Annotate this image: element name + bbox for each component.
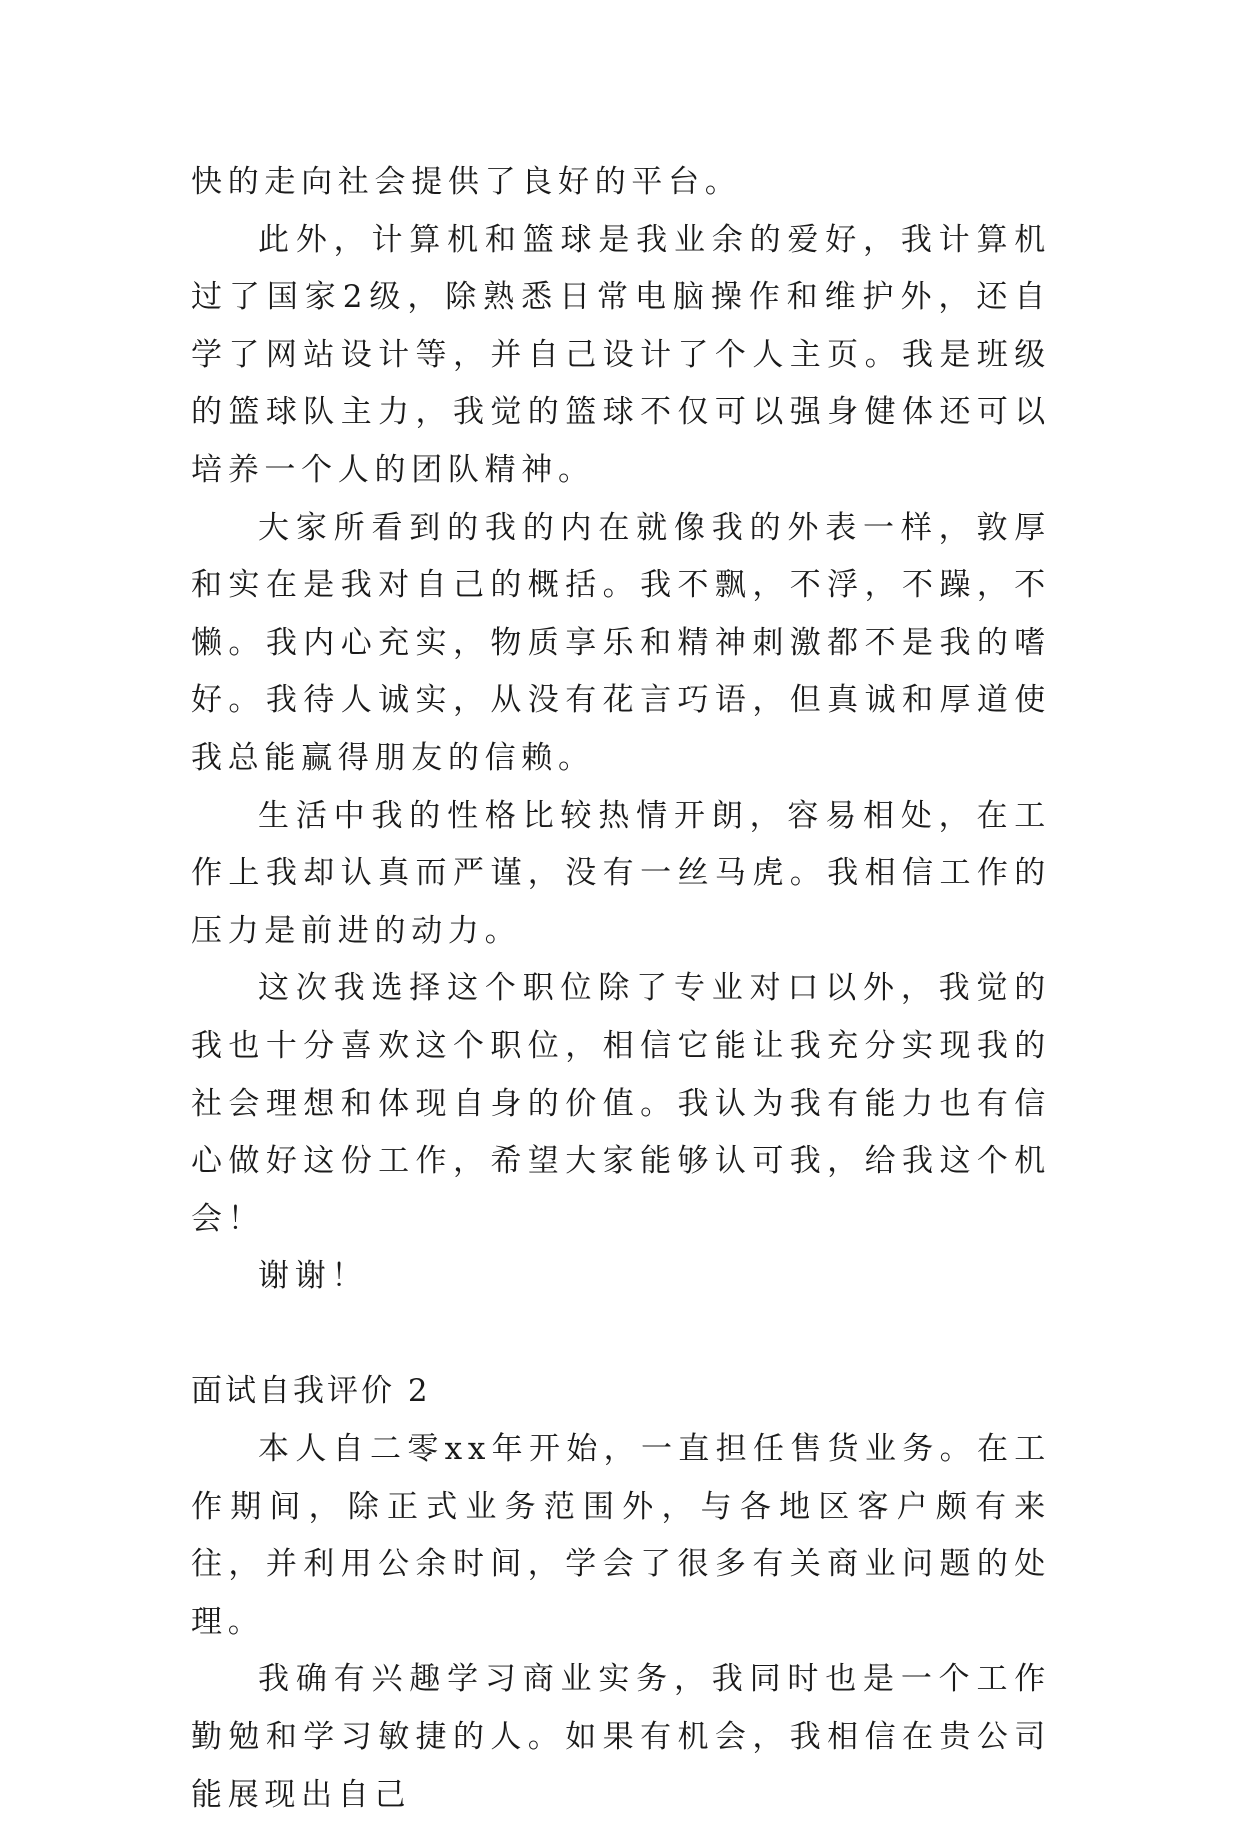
paragraph-interest: 我确有兴趣学习商业实务，我同时也是一个工作勤勉和学习敏捷的人。如果有机会，我相信在贵公司能展现出自己 (191, 1661, 1051, 1813)
document-body (191, 154, 1051, 1824)
paragraph-hobbies: 此外，计算机和篮球是我业余的爱好，我计算机过了国家2级，除熟悉日常电脑操作和维护外，还自学了网站设计等，并自己设计了个人主页。我是班级的篮球队主力，我觉的篮球不仅可以强身健体还可以培养一个人的团队精神。 (191, 221, 1051, 488)
paragraph-personality: 生活中我的性格比较热情开朗，容易相处，在工作上我却认真而严谨，没有一丝马虎。我相信工作的压力是前进的动力。 (191, 797, 1051, 949)
paragraph-thanks: 谢谢！ (258, 1258, 369, 1295)
paragraph-continuation: 快的走向社会提供了良好的平台。 (191, 164, 742, 200)
paragraph-character: 大家所看到的我的内在就像我的外表一样，敦厚和实在是我对自己的概括。我不飘，不浮，不躁，不懒。我内心充实，物质享乐和精神刺激都不是我的嗜好。我待人诚实，从没有花言巧语，但真诚和厚道使我总能赢得朋友的信赖。 (191, 509, 1051, 776)
section-heading: 面试自我评价 2 (191, 1373, 431, 1410)
paragraph-experience: 本人自二零xx年开始，一直担任售货业务。在工作期间，除正式业务范围外，与各地区客户颇有来往，并利用公余时间，学会了很多有关商业问题的处理。 (191, 1431, 1051, 1640)
paragraph-motivation: 这次我选择这个职位除了专业对口以外，我觉的我也十分喜欢这个职位，相信它能让我充分实现我的社会理想和体现自身的价值。我认为我有能力也有信心做好这份工作，希望大家能够认可我，给我这个机会！ (191, 970, 1051, 1237)
